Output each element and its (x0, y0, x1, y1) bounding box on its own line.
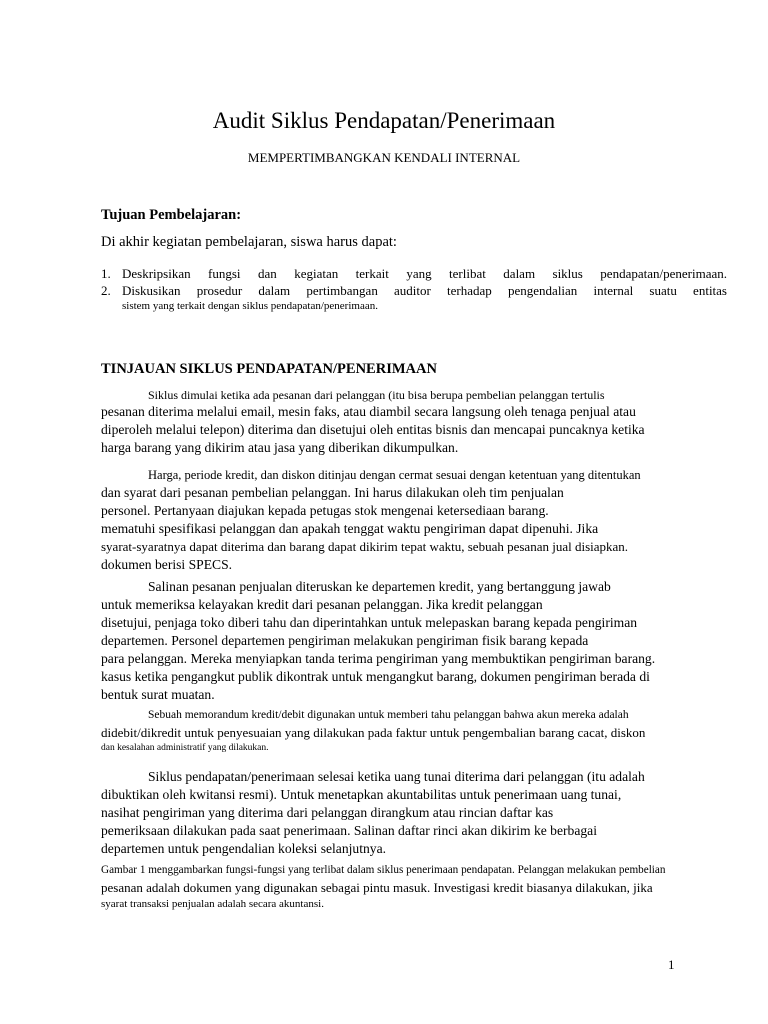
paragraph-line: pemeriksaan dilakukan pada saat penerimaan. Salinan daftar rinci akan dikirim ke berbagai (101, 823, 597, 838)
paragraph-line: dan syarat dari pesanan pembelian pelanggan. Ini harus dilakukan oleh tim penjualan (101, 485, 564, 500)
paragraph-line: diperoleh melalui telepon) diterima dan disetujui oleh entitas bisnis dan mencapai puncaknya ketika (101, 422, 645, 437)
paragraph (101, 578, 727, 704)
paragraph-line: dan kesalahan administratif yang dilakukan. (101, 743, 269, 753)
paragraph (101, 768, 727, 858)
objectives-intro: Di akhir kegiatan pembelajaran, siswa harus dapat: (101, 234, 397, 250)
objective-number: 2. (101, 283, 111, 298)
objective-number: 1. (101, 266, 111, 281)
paragraph-line: Gambar 1 menggambarkan fungsi-fungsi yang terlibat dalam siklus penerimaan pendapatan. Pelanggan melakukan pembelian (101, 864, 666, 876)
page-number: 1 (668, 957, 675, 972)
paragraph (101, 388, 727, 457)
document-title: Audit Siklus Pendapatan/Penerimaan (212, 108, 556, 133)
paragraph-line: departemen. Personel departemen pengiriman melakukan pengiriman fisik barang kepada (101, 633, 589, 648)
paragraph-line: Salinan pesanan penjualan diteruskan ke departemen kredit, yang bertanggung jawab (148, 579, 611, 594)
paragraph-line: departemen untuk pengendalian koleksi selanjutnya. (101, 841, 387, 856)
objective-text: Diskusikan prosedur dalam pertimbangan auditor terhadap pengendalian internal suatu entitas (122, 283, 727, 298)
objectives-heading: Tujuan Pembelajaran: (101, 207, 242, 223)
paragraph-line: untuk memeriksa kelayakan kredit dari pesanan pelanggan. Jika kredit pelanggan (101, 597, 543, 612)
paragraph-line: pesanan adalah dokumen yang digunakan sebagai pintu masuk. Investigasi kredit biasanya dilakukan, jika (101, 880, 653, 895)
objective-continuation: sistem yang terkait dengan siklus pendapatan/penerimaan. (122, 300, 378, 312)
objective-item (101, 282, 727, 299)
paragraph-line: para pelanggan. Mereka menyiapkan tanda terima pengiriman yang membuktikan pengiriman barang. (101, 651, 656, 666)
paragraph-line: Siklus pendapatan/penerimaan selesai ketika uang tunai diterima dari pelanggan (itu adalah (148, 769, 645, 784)
objective-text: Deskripsikan fungsi dan kegiatan terkait yang terlibat dalam siklus pendapatan/penerimaan. (122, 266, 727, 281)
paragraph (101, 862, 727, 912)
document-subtitle: MEMPERTIMBANGKAN KENDALI INTERNAL (247, 150, 521, 165)
paragraph (101, 466, 727, 574)
paragraph-line: syarat transaksi penjualan adalah secara akuntansi. (101, 898, 324, 910)
paragraph (101, 707, 727, 755)
paragraph-line: pesanan diterima melalui email, mesin faks, atau diambil secara langsung oleh tenaga penjual atau (101, 404, 636, 419)
paragraph-line: nasihat pengiriman yang diterima dari pelanggan dirangkum atau rincian daftar kas (101, 805, 554, 820)
paragraph-line: bentuk surat muatan. (101, 687, 215, 702)
paragraph-line: dibuktikan oleh kwitansi resmi). Untuk menetapkan akuntabilitas untuk penerimaan uang tunai, (101, 787, 622, 802)
objective-item (101, 265, 727, 282)
paragraph-line: didebit/dikredit untuk penyesuaian yang dilakukan pada faktur untuk pengembalian barang cacat, diskon (101, 725, 646, 740)
paragraph-line: disetujui, penjaga toko diberi tahu dan diperintahkan untuk melepaskan barang kepada pengiriman (101, 615, 638, 630)
paragraph-line: Harga, periode kredit, dan diskon ditinjau dengan cermat sesuai dengan ketentuan yang ditentukan (148, 468, 641, 482)
section-heading: TINJAUAN SIKLUS PENDAPATAN/PENERIMAAN (101, 361, 437, 377)
paragraph-line: Sebuah memorandum kredit/debit digunakan untuk memberi tahu pelanggan bahwa akun mereka adalah (148, 709, 629, 721)
paragraph-line: dokumen berisi SPECS. (101, 557, 233, 572)
objectives-list (101, 265, 727, 314)
paragraph-line: Siklus dimulai ketika ada pesanan dari pelanggan (itu bisa berupa pembelian pelanggan tertulis (148, 388, 605, 402)
paragraph-line: syarat-syaratnya dapat diterima dan barang dapat dikirim tepat waktu, sebuah pesanan jual disiapkan. (101, 539, 629, 554)
paragraph-line: kasus ketika pengangkut publik dikontrak untuk mengangkut barang, dokumen pengiriman berada di (101, 669, 650, 684)
paragraph-line: personel. Pertanyaan diajukan kepada petugas stok mengenai ketersediaan barang. (101, 503, 549, 518)
paragraph-line: harga barang yang dikirim atau jasa yang diberikan dikumpulkan. (101, 440, 459, 455)
paragraph-line: mematuhi spesifikasi pelanggan dan apakah tenggat waktu pengiriman dapat dipenuhi. Jika (101, 521, 599, 536)
